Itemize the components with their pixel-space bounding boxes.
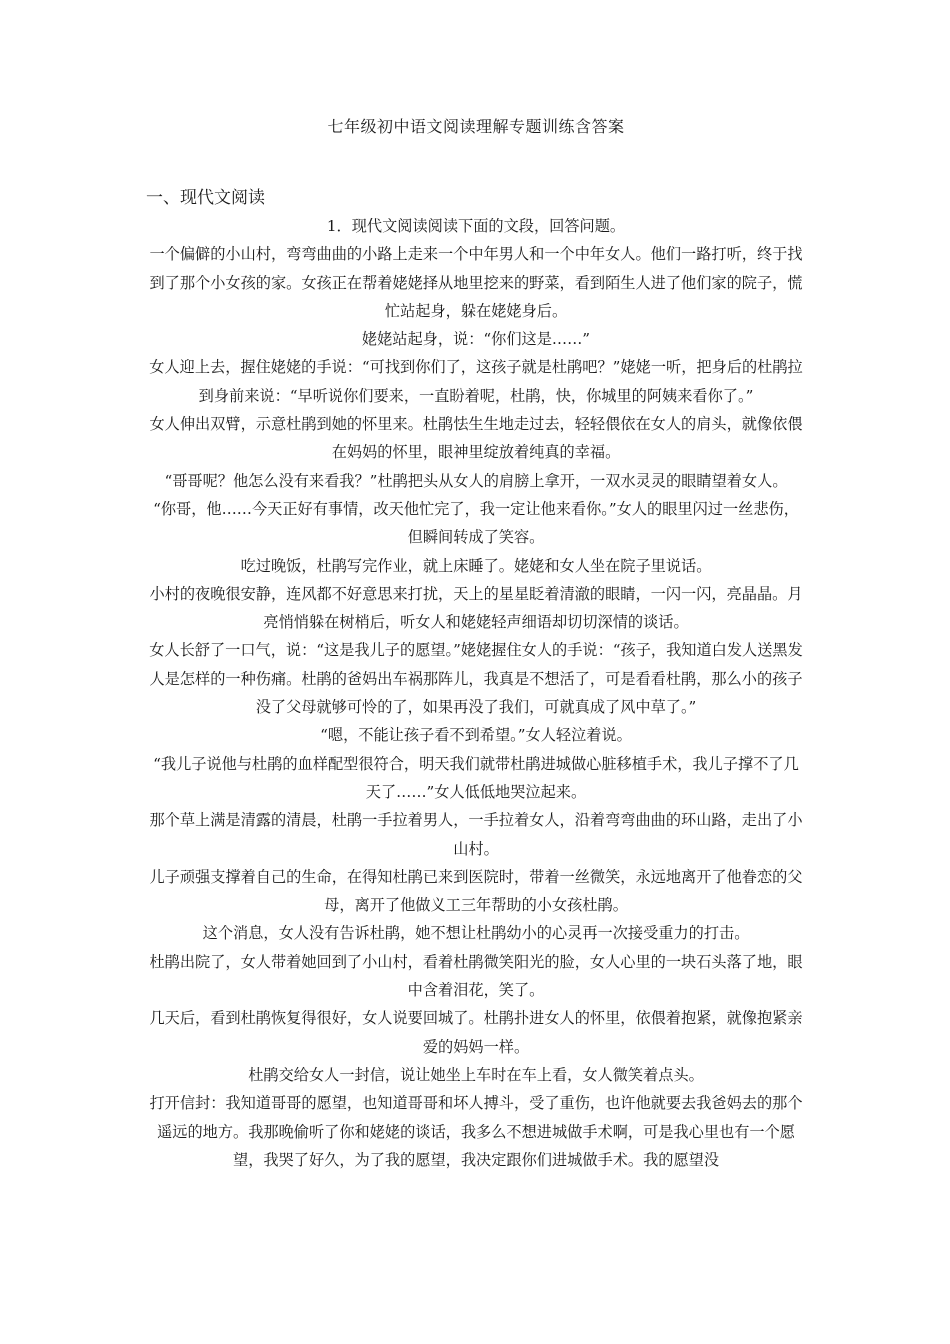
passage-paragraph: 小村的夜晚很安静，连风都不好意思来打扰，天上的星星眨着清澈的眼睛，一闪一闪，亮晶晶。月亮悄悄躲在树梢后，听女人和姥姥轻声细语却切切深情的谈话。: [149, 584, 803, 632]
passage-paragraph: 打开信封：我知道哥哥的愿望，也知道哥哥和坏人搏斗，受了重伤，也许他就要去我爸妈去的那个遥远的地方。我那晚偷听了你和姥姥的谈话，我多么不想进城做手术啊，可是我心里也有一个愿望，我哭了好久，为了我的愿望，我决定跟你们进城做手术。我的愿望没: [149, 1094, 803, 1169]
passage-paragraph: 杜鹃交给女人一封信，说让她坐上车时在车上看，女人微笑着点头。: [248, 1065, 704, 1084]
passage-paragraph: 女人伸出双臂，示意杜鹃到她的怀里来。杜鹃怯生生地走过去，轻轻偎依在女人的肩头，就像依偎在妈妈的怀里，眼神里绽放着纯真的幸福。: [149, 415, 803, 462]
passage-body: [146, 212, 806, 1174]
passage-paragraph: “哥哥呢？他怎么没有来看我？”杜鹃把头从女人的肩膀上拿开，一双水灵灵的眼睛望着女人。: [164, 471, 788, 490]
document-title: 七年级初中语文阅读理解专题训练含答案: [327, 117, 625, 136]
passage-paragraph: “嗯，不能让孩子看不到希望。”女人轻泣着说。: [320, 726, 632, 745]
passage-paragraph: 那个草上满是清露的清晨，杜鹃一手拉着男人，一手拉着女人，沿着弯弯曲曲的环山路，走出了小山村。: [149, 811, 803, 858]
passage-paragraph: 一个偏僻的小山村，弯弯曲曲的小路上走来一个中年男人和一个中年女人。他们一路打听，终于找到了那个小女孩的家。女孩正在帮着姥姥择从地里挖来的野菜，看到陌生人进了他们家的院子，慌忙站起身，躲在姥姥身后。: [149, 245, 803, 320]
passage-paragraph: “我儿子说他与杜鹃的血样配型很符合，明天我们就带杜鹃进城做心脏移植手术，我儿子撑不了几天了……”女人低低地哭泣起来。: [153, 754, 799, 801]
passage-paragraph: 女人迎上去，握住姥姥的手说：“可找到你们了，这孩子就是杜鹃吧？”姥姥一听，把身后的杜鹃拉到身前来说：“早听说你们要来，一直盼着呢，杜鹃，快，你城里的阿姨来看你了。”: [149, 358, 803, 405]
question-instruction: 1．现代文阅读阅读下面的文段，回答问题。: [326, 217, 626, 235]
passage-paragraph: 几天后，看到杜鹃恢复得很好，女人说要回城了。杜鹃扑进女人的怀里，依偎着抱紧，就像抱紧亲爱的妈妈一样。: [149, 1009, 803, 1056]
passage-paragraph: 女人长舒了一口气，说：“这是我儿子的愿望。”姥姥握住女人的手说：“孩子，我知道白发人送黑发人是怎样的一种伤痛。杜鹃的爸妈出车祸那阵儿，我真是不想活了，可是看看杜鹃，那么小的孩子没了父母就够可怜的了，如果再没了我们，可就真成了风中草了。”: [149, 641, 803, 717]
passage-paragraph: “你哥，他……今天正好有事情，改天他忙完了，我一定让他来看你。”女人的眼里闪过一丝悲伤，但瞬间转成了笑容。: [153, 499, 799, 547]
document-page: [146, 112, 806, 1174]
section-heading: 一、现代文阅读: [146, 188, 265, 208]
passage-paragraph: 这个消息，女人没有告诉杜鹃，她不想让杜鹃幼小的心灵再一次接受重力的打击。: [202, 924, 750, 943]
passage-paragraph: 儿子顽强支撑着自己的生命，在得知杜鹃已来到医院时，带着一丝微笑，永远地离开了他眷恋的父母，离开了他做义工三年帮助的小女孩杜鹃。: [149, 867, 803, 915]
passage-paragraph: 姥姥站起身，说：“你们这是……”: [361, 330, 591, 349]
passage-paragraph: 吃过晚饭，杜鹃写完作业，就上床睡了。姥姥和女人坐在院子里说话。: [240, 556, 712, 575]
passage-paragraph: 杜鹃出院了，女人带着她回到了小山村，看着杜鹃微笑阳光的脸，女人心里的一块石头落了地，眼中含着泪花，笑了。: [149, 952, 803, 1000]
